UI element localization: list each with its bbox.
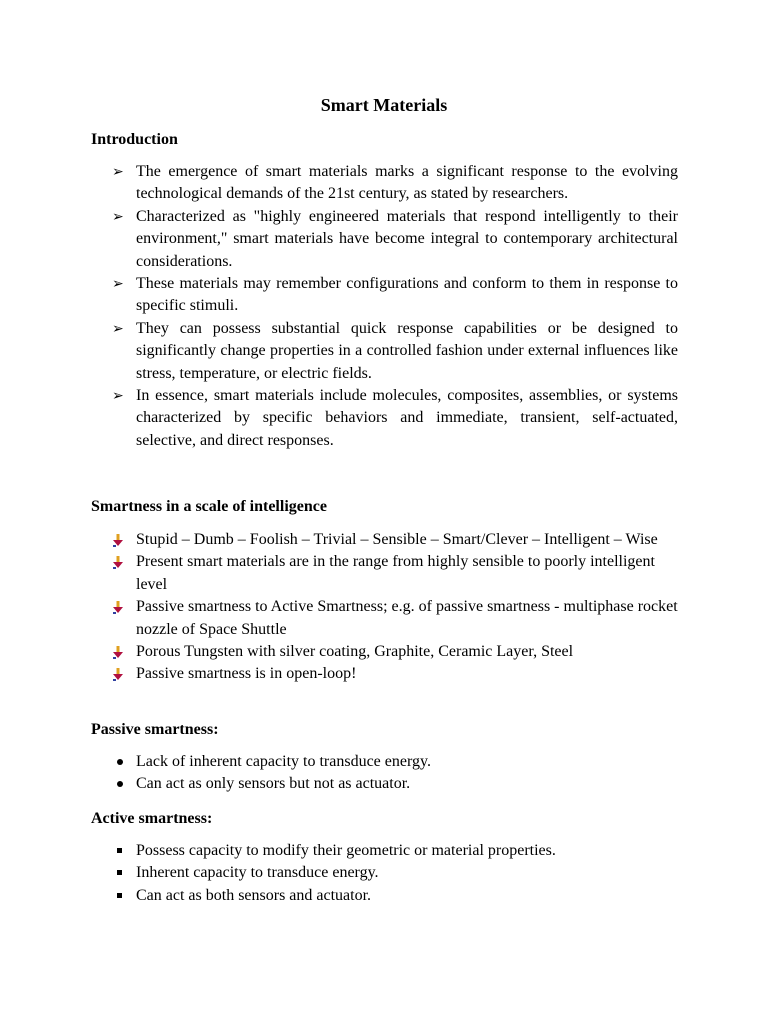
disc-bullet-icon [112, 773, 136, 795]
list-item: Present smart materials are in the range from highly sensible to poorly intelligent level [112, 551, 678, 596]
list-item: ➢ They can possess substantial quick response capabilities or be designed to significantly change properties in a controlled fashion under external influences like stress, temperature, or electric fields. [112, 319, 678, 382]
list-item: ➢ Characterized as "highly engineered materials that respond intelligently to their environment," smart materials have become integral to contemporary architectural considerations. [112, 207, 678, 270]
list-item: Passive smartness is in open-loop! [112, 663, 678, 685]
arrow-bullet-icon: ➢ [112, 320, 124, 337]
list-item: ➢ In essence, smart materials include molecules, composites, assemblies, or systems characterized by specific behaviors and immediate, transient, self-actuated, selective, and direct responses. [112, 387, 678, 449]
list-item: Stupid – Dumb – Foolish – Trivial – Sensible – Smart/Clever – Intelligent – Wise [112, 529, 678, 551]
down-arrow-bullet-icon [112, 596, 136, 618]
passive-heading: Passive smartness: [91, 721, 219, 738]
page-title: Smart Materials [320, 95, 448, 115]
list-item: Porous Tungsten with silver coating, Graphite, Ceramic Layer, Steel [112, 641, 678, 663]
down-arrow-bullet-icon [112, 529, 136, 551]
list-item: Possess capacity to modify their geometric or material properties. [112, 840, 678, 862]
down-arrow-bullet-icon [112, 641, 136, 663]
introduction-heading: Introduction [91, 131, 178, 148]
square-bullet-icon [112, 885, 136, 907]
square-bullet-icon [112, 840, 136, 862]
passive-list [112, 751, 678, 796]
down-arrow-bullet-icon [112, 663, 136, 685]
list-item: Passive smartness to Active Smartness; e.g. of passive smartness - multiphase rocket nozzle of Space Shuttle [112, 596, 678, 641]
list-item: Inherent capacity to transduce energy. [112, 862, 678, 884]
down-arrow-bullet-icon [112, 551, 136, 573]
list-item: Can act as only sensors but not as actuator. [112, 773, 678, 795]
list-item: ➢ These materials may remember configurations and conform to them in response to specific stimuli. [112, 275, 678, 315]
scale-heading: Smartness in a scale of intelligence [91, 498, 327, 515]
active-list [112, 840, 678, 907]
square-bullet-icon [112, 862, 136, 884]
scale-list [112, 529, 678, 686]
list-item: ➢ The emergence of smart materials marks a significant response to the evolving technological demands of the 21st century, as stated by researchers. [112, 163, 678, 203]
list-item: Lack of inherent capacity to transduce energy. [112, 751, 678, 773]
active-heading: Active smartness: [91, 810, 213, 827]
introduction-list [112, 161, 678, 452]
disc-bullet-icon [112, 751, 136, 773]
arrow-bullet-icon: ➢ [112, 208, 124, 225]
arrow-bullet-icon: ➢ [112, 276, 124, 293]
arrow-bullet-icon: ➢ [112, 164, 124, 180]
arrow-bullet-icon: ➢ [112, 388, 124, 405]
list-item: Can act as both sensors and actuator. [112, 885, 678, 907]
